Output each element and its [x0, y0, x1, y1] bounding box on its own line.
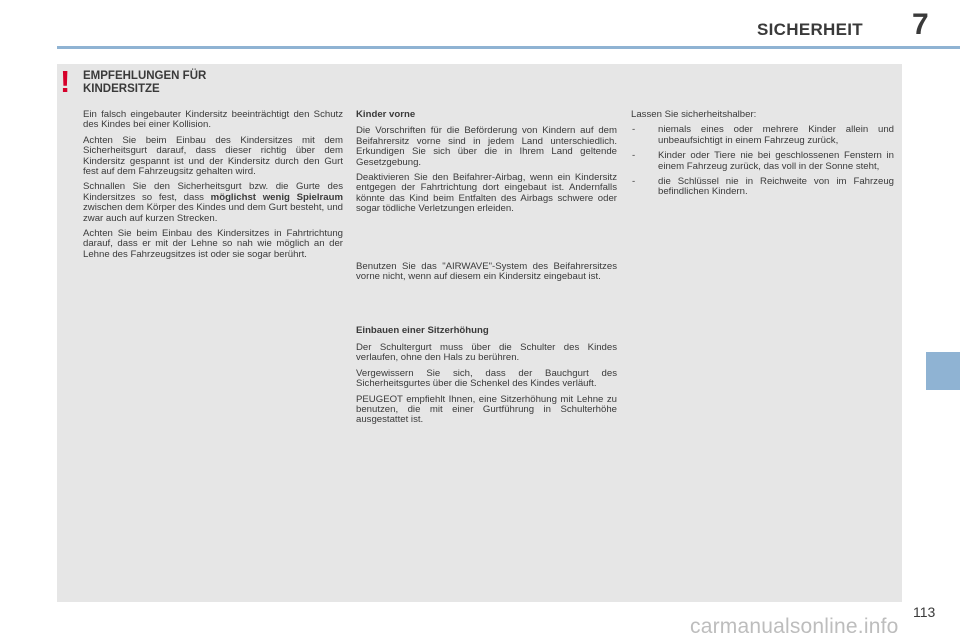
section-heading: Kinder vorne	[356, 109, 416, 120]
warning-icon: !	[60, 64, 71, 99]
chapter-side-tab	[926, 352, 960, 390]
paragraph: Achten Sie beim Einbau des Kindersitzes in Fahrtrichtung darauf, dass er mit der Lehne so nah wie möglich an der Lehne des Fahrzeugsitzes ist oder sie sogar berührt.	[83, 228, 343, 260]
dash-marker: -	[632, 176, 636, 188]
paragraph: Deaktivieren Sie den Beifahrer-Airbag, wenn ein Kindersitz entgegen der Fahrtrichtung dort eingebaut ist. Andernfalls könnte das Kind beim Entfalten des Airbags schwere oder sogar tödliche Verletzungen erleiden.	[356, 172, 617, 215]
list-item-text: Kinder oder Tiere nie bei geschlossenen Fenstern in einem Fahrzeug zurück, das voll in der Sonne steht,	[658, 150, 894, 172]
list-item-text: die Schlüssel nie in Reichweite von im Fahrzeug befindlichen Kindern.	[658, 176, 894, 198]
panel-title: EMPFEHLUNGEN FÜR KINDERSITZE	[83, 70, 207, 95]
dash-marker: -	[632, 124, 636, 136]
paragraph	[83, 182, 343, 224]
text-run: Schnallen Sie den Sicherheitsgurt bzw. die Gurte des Kindersitzes so fest, dass	[83, 181, 343, 203]
paragraph: Die Vorschriften für die Beförderung von Kindern auf dem Beifahrersitz vorne sind in jedem Land unterschiedlich. Erkundigen Sie sich über die in Ihrem Land geltende Gesetzgebung.	[356, 125, 617, 168]
paragraph: Achten Sie beim Einbau des Kindersitzes mit dem Sicherheitsgurt darauf, dass dieser richtig über dem Kindersitz gespannt ist und der Kindersitz durch den Gurt fest auf dem Fahrzeugsitz gehalten wird.	[83, 134, 343, 178]
column-left	[83, 110, 343, 265]
section-heading: Einbauen einer Sitzerhöhung	[356, 325, 489, 337]
list-item	[631, 177, 894, 198]
text-run: zwischen dem Körper des Kindes und dem Gurt besteht, und zwar auch auf kurzen Strecken.	[83, 202, 343, 224]
paragraph: Lassen Sie sicherheitshalber:	[631, 109, 757, 120]
paragraph: Der Schultergurt muss über die Schulter des Kindes verlaufen, ohne den Hals zu berühren.	[356, 341, 617, 364]
list-item-text: niemals eines oder mehrere Kinder allein und unbeaufsichtigt in einem Fahrzeug zurück,	[658, 124, 894, 146]
header-divider	[57, 46, 960, 49]
list-item	[631, 151, 894, 172]
paragraph: Benutzen Sie das "AIRWAVE"-System des Beifahrersitzes vorne nicht, wenn auf diesem ein Kindersitz eingebaut ist.	[356, 260, 617, 283]
dash-marker: -	[632, 150, 636, 162]
bold-text: möglichst wenig Spielraum	[210, 191, 343, 203]
watermark: carmanualsonline.info	[690, 615, 899, 638]
bullet-list	[631, 125, 894, 197]
chapter-number: 7	[912, 8, 929, 41]
column-right	[631, 110, 894, 203]
paragraph: PEUGEOT empfiehlt Ihnen, eine Sitzerhöhung mit Lehne zu benutzen, die mit einer Gurtführung in Schulterhöhe ausgestattet ist.	[356, 393, 617, 426]
page-header-title: SICHERHEIT	[757, 20, 863, 39]
column-middle	[356, 110, 617, 431]
paragraph: Vergewissern Sie sich, dass der Bauchgurt des Sicherheitsgurtes über die Schenkel des Kindes verläuft.	[356, 367, 617, 390]
paragraph: Ein falsch eingebauter Kindersitz beeinträchtigt den Schutz des Kindes bei einer Kollision.	[83, 109, 343, 131]
list-item	[631, 125, 894, 146]
page-number: 113	[913, 604, 936, 620]
